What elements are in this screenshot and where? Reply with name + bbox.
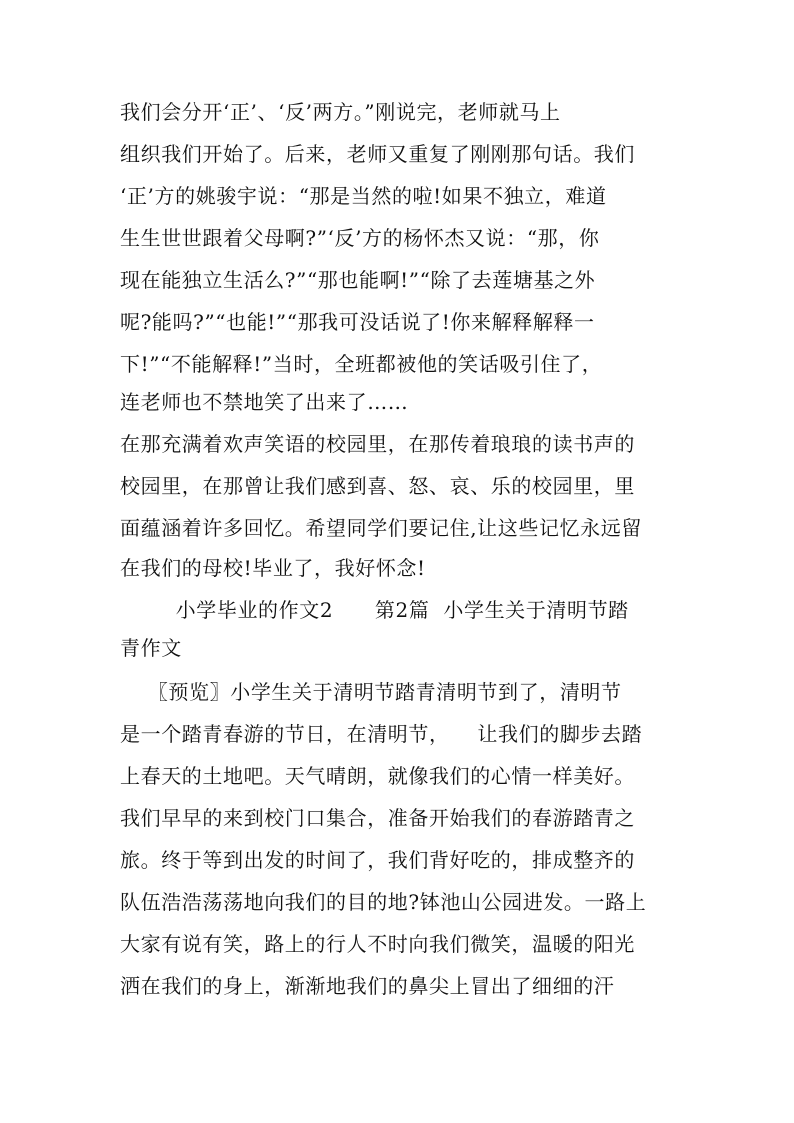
text-line: 我们早早的来到校门口集合，准备开始我们的春游踏青之 xyxy=(120,806,635,830)
text-line: 下!”“不能解释!”当时，全班都被他的笑话吸引住了， xyxy=(120,352,603,376)
text-line: 是一个踏青春游的节日，在清明节， 让我们的脚步去踏 xyxy=(120,722,643,746)
text-line: 上春天的土地吧。天气晴朗，就像我们的心情一样美好。 xyxy=(120,764,635,788)
text-line: 在那充满着欢声笑语的校园里，在那传着琅琅的读书声的 xyxy=(120,432,635,456)
text-line: 大家有说有笑，路上的行人不时向我们微笑，温暖的阳光 xyxy=(120,932,635,956)
text-line: 校园里，在那曾让我们感到喜、怒、哀、乐的校园里，里 xyxy=(120,474,635,498)
text-line: 连老师也不禁地笑了出来了…… xyxy=(120,390,409,414)
text-line: 洒在我们的身上，渐渐地我们的鼻尖上冒出了细细的汗 xyxy=(120,974,615,998)
text-line: 组织我们开始了。后来，老师又重复了刚刚那句话。我们 xyxy=(120,142,635,166)
text-line: 面蕴涵着许多回忆。希望同学们要记住,让这些记忆永远留 xyxy=(120,516,642,540)
text-line: 〖预览〗小学生关于清明节踏青清明节到了，清明节 xyxy=(120,680,622,704)
text-line: 我们会分开‘正’、‘反’两方。”刚说完，老师就马上 xyxy=(120,100,561,124)
text-line: 在我们的母校!毕业了，我好怀念! xyxy=(120,556,426,580)
text-line: 队伍浩浩荡荡地向我们的目的地?钵池山公园进发。一路上 xyxy=(120,890,647,914)
text-line: ‘正’方的姚骏宇说：“那是当然的啦!如果不独立，难道 xyxy=(120,184,607,208)
text-line: 旅。终于等到出发的时间了，我们背好吃的，排成整齐的 xyxy=(120,848,635,872)
text-line: 呢?能吗?”“也能!”“那我可没话说了!你来解释解释一 xyxy=(120,310,595,334)
section-heading: 小学毕业的作文2 第2篇 小学生关于清明节踏 xyxy=(120,598,629,622)
text-line: 生生世世跟着父母啊?”‘反’方的杨怀杰又说：“那，你 xyxy=(120,226,600,250)
section-heading: 青作文 xyxy=(120,636,182,660)
text-line: 现在能独立生活么?”“那也能啊!”“除了去莲塘基之外 xyxy=(120,268,596,292)
